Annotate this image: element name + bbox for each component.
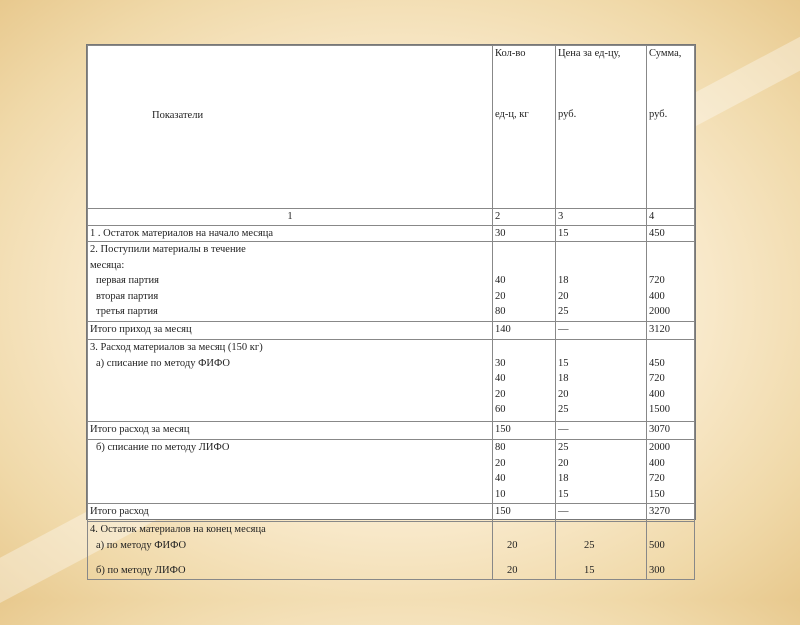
table-row-opening — [88, 225, 695, 242]
materials-table — [87, 45, 695, 580]
column-number: 4 — [647, 209, 695, 226]
qty-cell: 20 20 — [493, 522, 556, 580]
qty-cell: 40 20 80 — [493, 242, 556, 322]
header-indicators: Показатели — [88, 46, 493, 209]
column-number: 3 — [556, 209, 647, 226]
table-row-consumption — [88, 340, 695, 422]
sum-cell: 2000 400 720 150 — [647, 440, 695, 504]
row-label: Итого расход за месяц — [88, 422, 493, 440]
column-number: 1 — [88, 209, 493, 226]
row-label: Итого приход за месяц — [88, 322, 493, 340]
table-row-lifo — [88, 440, 695, 504]
header-qty: Кол-во ед-ц, кг — [493, 46, 556, 209]
price-cell: 15 — [556, 225, 647, 242]
row-label: 2. Поступили материалы в течение месяца: первая партия вторая партия третья партия — [88, 242, 493, 322]
column-number: 2 — [493, 209, 556, 226]
price-cell: 25 15 — [556, 522, 647, 580]
price-cell: 15 18 20 25 — [556, 340, 647, 422]
sum-cell: 3270 — [647, 504, 695, 522]
row-label: 3. Расход материалов за месяц (150 кг) а) списание по методу ФИФО — [88, 340, 493, 422]
table-row-total-lifo — [88, 504, 695, 522]
header-sum: Сумма, руб. — [647, 46, 695, 209]
price-cell: — — [556, 422, 647, 440]
sum-cell: 450 720 400 1500 — [647, 340, 695, 422]
row-label: Итого расход — [88, 504, 493, 522]
qty-cell: 80 20 40 10 — [493, 440, 556, 504]
table-row-receipts — [88, 242, 695, 322]
row-label: б) списание по методу ЛИФО — [88, 440, 493, 504]
row-label: 4. Остаток материалов на конец месяца а) по методу ФИФО б) по методу ЛИФО — [88, 522, 493, 580]
header-row — [88, 46, 695, 209]
table-row-total-consumption — [88, 422, 695, 440]
materials-table-sheet — [86, 44, 696, 576]
qty-cell: 30 40 20 60 — [493, 340, 556, 422]
qty-cell: 150 — [493, 422, 556, 440]
qty-cell: 140 — [493, 322, 556, 340]
sum-cell: 3120 — [647, 322, 695, 340]
sum-cell: 450 — [647, 225, 695, 242]
row-label: 1 . Остаток материалов на начало месяца — [88, 225, 493, 242]
header-price: Цена за ед-цу, руб. — [556, 46, 647, 209]
sum-cell: 3070 — [647, 422, 695, 440]
price-cell: 18 20 25 — [556, 242, 647, 322]
price-cell: — — [556, 322, 647, 340]
price-cell: 25 20 18 15 — [556, 440, 647, 504]
table-row-total-receipts — [88, 322, 695, 340]
table-row-closing — [88, 522, 695, 580]
sum-cell: 500 300 — [647, 522, 695, 580]
sum-cell: 720 400 2000 — [647, 242, 695, 322]
price-cell: — — [556, 504, 647, 522]
column-number-row — [88, 209, 695, 226]
qty-cell: 150 — [493, 504, 556, 522]
qty-cell: 30 — [493, 225, 556, 242]
